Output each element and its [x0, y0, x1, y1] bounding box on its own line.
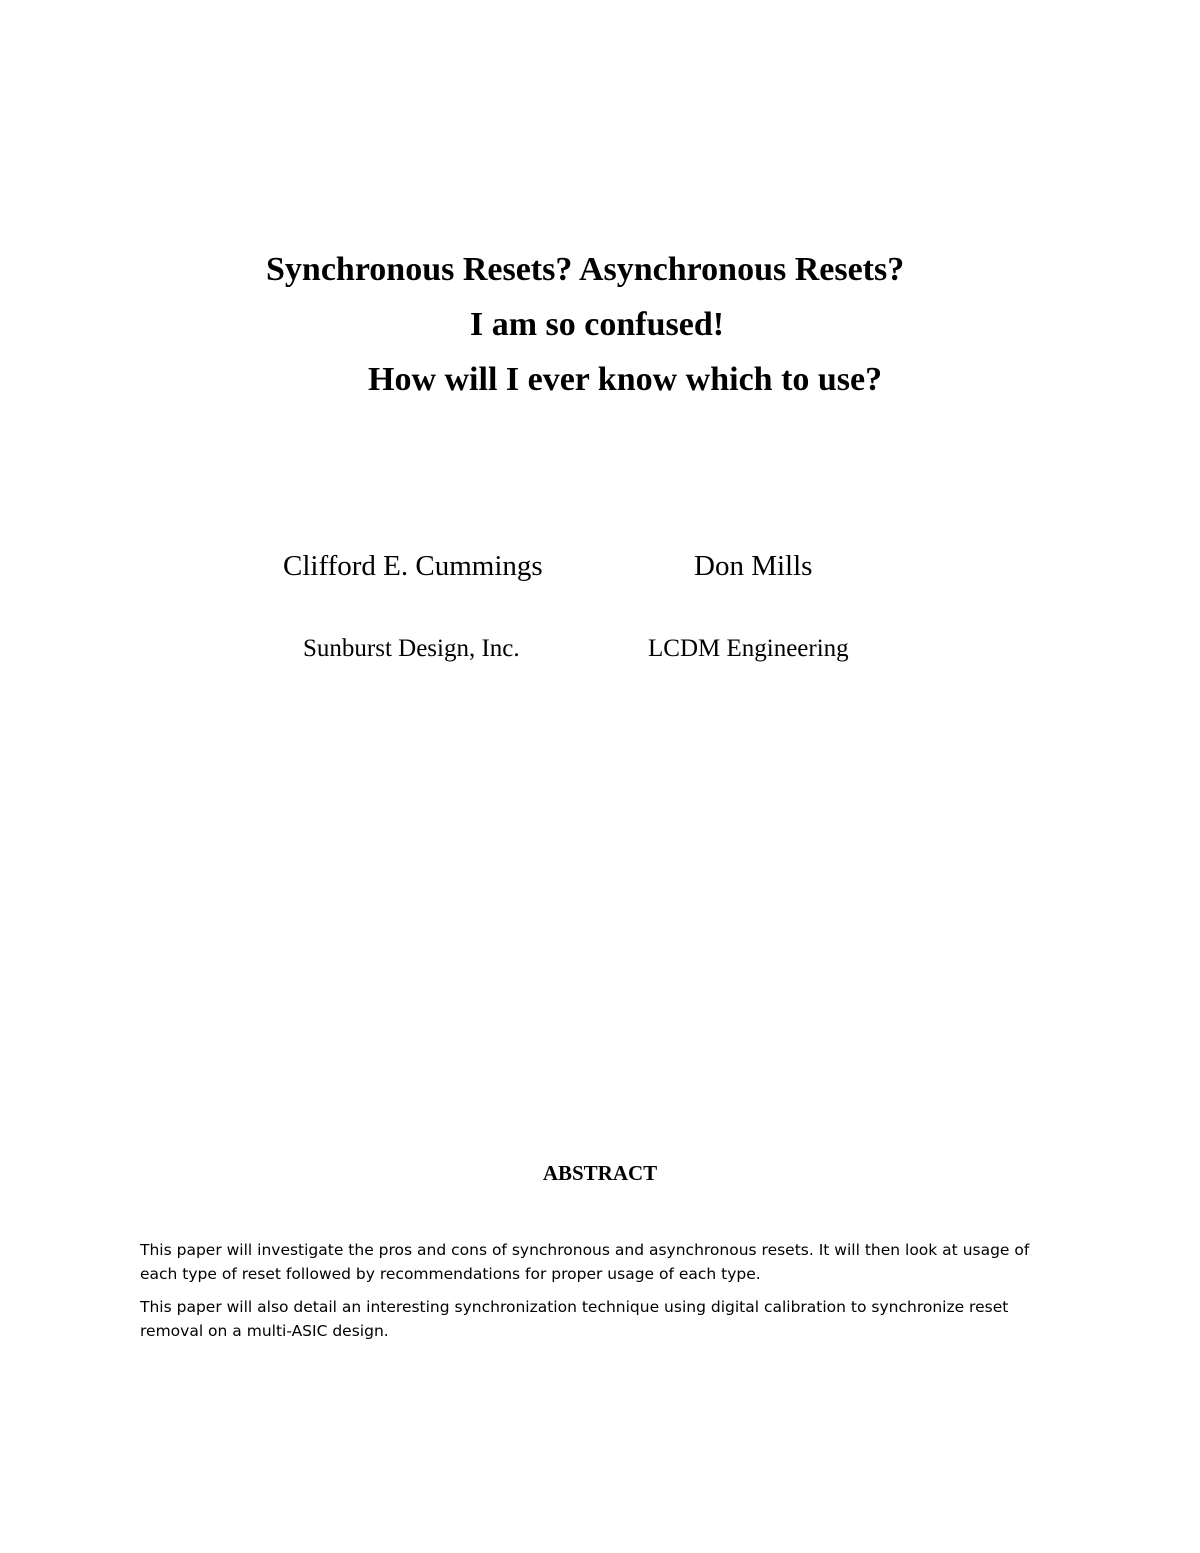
- abstract-paragraph: This paper will also detail an interesting synchronization technique using digital calibration to synchronize reset removal on a multi-ASIC design.: [140, 1298, 1009, 1340]
- paper-title-line-2: I am so confused!: [470, 306, 725, 343]
- abstract-paragraph: This paper will investigate the pros and cons of synchronous and asynchronous resets. It will then look at usage of each type of reset followed by recommendations for proper usage of each type.: [140, 1241, 1030, 1283]
- abstract-heading: ABSTRACT: [542, 1161, 658, 1185]
- author-name: Clifford E. Cummings: [283, 550, 543, 582]
- paper-title-line-1: Synchronous Resets? Asynchronous Resets?: [266, 251, 905, 288]
- author-affiliation: Sunburst Design, Inc.: [303, 635, 520, 662]
- author-name: Don Mills: [694, 550, 813, 582]
- author-affiliation: LCDM Engineering: [648, 635, 849, 662]
- paper-title-line-3: How will I ever know which to use?: [368, 361, 883, 398]
